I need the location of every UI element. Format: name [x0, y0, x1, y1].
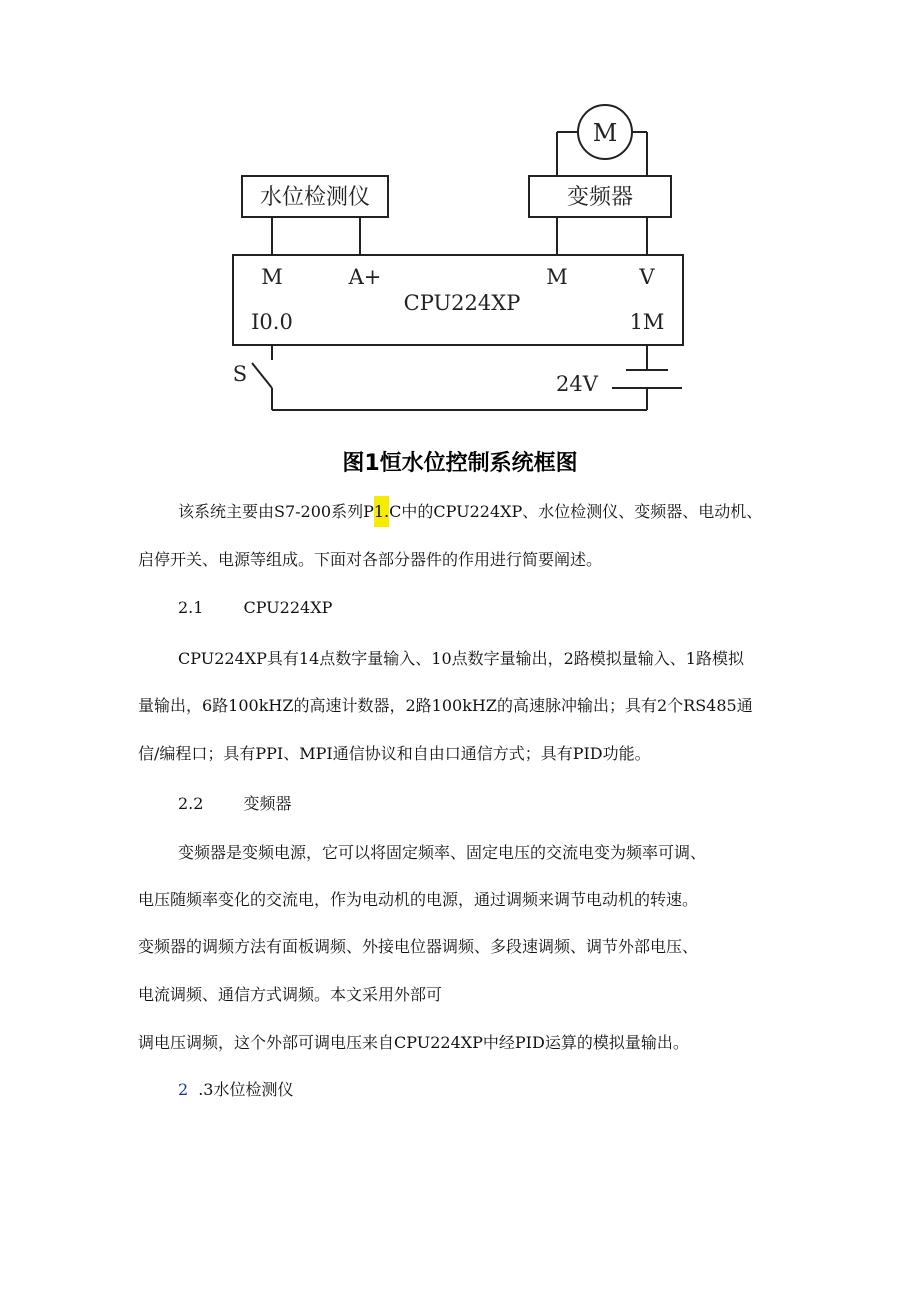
- switch-label: S: [232, 362, 248, 386]
- section-2-3-heading: [138, 1080, 828, 1100]
- para1-line1-pre: 该系统主要由S7-200系列P: [178, 502, 374, 521]
- section-2-1-number: 2.1: [178, 598, 204, 617]
- para2-line3: 信/编程口；具有PPI、MPI通信协议和自由口通信方式；具有PID功能。: [138, 744, 651, 763]
- section-2-1-heading: [138, 598, 828, 618]
- section-2-3-title: .3水位检测仪: [198, 1080, 294, 1099]
- para3-line4: 电流调频、通信方式调频。本文采用外部可: [138, 985, 443, 1004]
- section-2-1-title: CPU224XP: [243, 598, 333, 617]
- pin-v: V: [639, 265, 655, 289]
- para1-line2: 启停开关、电源等组成。下面对各部分器件的作用进行简要阐述。: [138, 550, 603, 569]
- para3-line1: 变频器是变频电源，它可以将固定频率、固定电压的交流电变为频率可调、: [178, 843, 707, 862]
- highlight-mark: 1.: [374, 496, 389, 527]
- para3-line3: 变频器的调频方法有面板调频、外接电位器调频、多段速调频、调节外部电压、: [138, 937, 699, 956]
- para3-line5: 调电压调频，这个外部可调电压来自CPU224XP中经PID运算的模拟量输出。: [138, 1033, 689, 1052]
- control-system-block-diagram: [220, 98, 700, 428]
- para1-line1: [138, 502, 828, 522]
- switch-blade: [252, 363, 272, 388]
- section-2-3-number: 2: [178, 1080, 189, 1099]
- para1-line1-post: C中的CPU224XP、水位检测仪、变频器、电动机、: [389, 502, 763, 521]
- figure-caption: 图1恒水位控制系统框图: [342, 451, 578, 476]
- inverter-label: 变频器: [566, 185, 634, 210]
- pin-a-plus: A+: [348, 265, 382, 289]
- pin-1m: 1M: [629, 310, 665, 334]
- para2-line1: CPU224XP具有14点数字量输入、10点数字量输出，2路模拟量输入、1路模拟: [178, 649, 744, 668]
- water-level-label: 水位检测仪: [259, 185, 371, 210]
- section-2-2-number: 2.2: [178, 794, 204, 813]
- pin-m-left: M: [261, 265, 283, 289]
- supply-label: 24V: [556, 372, 598, 396]
- cpu-label: CPU224XP: [403, 291, 521, 315]
- para2-line2: 量输出，6路100kHZ的高速计数器，2路100kHZ的高速脉冲输出；具有2个RS485通: [138, 696, 753, 715]
- section-2-2-heading: [138, 794, 828, 814]
- section-2-2-title: 变频器: [243, 794, 292, 813]
- motor-label: M: [592, 119, 618, 147]
- pin-m-right: M: [546, 265, 568, 289]
- para3-line2: 电压随频率变化的交流电，作为电动机的电源，通过调频来调节电动机的转速。: [138, 890, 699, 909]
- pin-i00: I0.0: [251, 310, 293, 334]
